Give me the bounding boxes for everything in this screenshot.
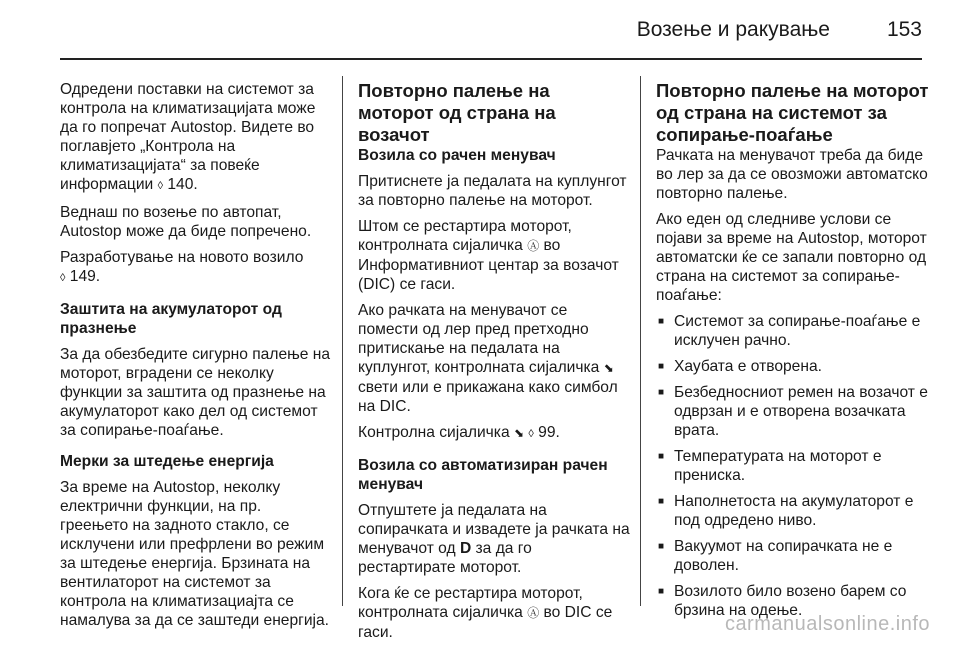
section-heading: Повторно палење на моторот од страна на системот за сопирање-поаѓање xyxy=(656,80,929,145)
page-title: Возење и ракување xyxy=(636,18,830,41)
page-reference-icon: ◊ xyxy=(528,428,534,440)
gear-position-label: D xyxy=(459,540,472,557)
page-reference-icon: ◊ xyxy=(157,180,164,192)
paragraph: Ако еден од следниве услови се појави за време на Autostop, моторот автоматски ќе се запали повторно од страна на системот за сопирање-поаѓање: xyxy=(656,211,927,304)
paragraph: За да обезбедите сигурно палење на моторот, вградени се неколку функции за заштита од празнење на акумулаторот како дел од системот за сопирање-поаѓање. xyxy=(60,346,331,439)
clutch-lamp-icon: ⬊ xyxy=(603,361,614,375)
list-item: ■ Хаубата е отворена. xyxy=(656,357,932,376)
paragraph: Кога ќе се рестартира моторот, контролната сијаличка Ⓐ во DIC се гаси. xyxy=(358,585,613,641)
list-item: ■ Температурата на моторот е прениска. xyxy=(656,447,932,485)
page-reference-link[interactable]: 99. xyxy=(538,424,560,441)
column-middle xyxy=(358,80,630,649)
paragraph: Одредени поставки на системот за контрола на климатизацијата може да го попречат Autostop. Видете во поглавјето „Контрола на климатизацијата“ за повеќе информации ◊ 140. xyxy=(60,81,316,193)
paragraph: Веднаш по возење по автопат, Autostop може да биде попречено. xyxy=(60,204,312,240)
page-number: 153 xyxy=(886,18,922,41)
paragraph: Штом се рестартира моторот, контролната сијаличка Ⓐ во Информативниот центар за возачот (DIC) се гаси. xyxy=(358,218,619,293)
paragraph: За време на Autostop, неколку електрични функции, на пр. греењето на задното стакло, се исклучени или префрлени во режим за штедење енергија. Брзината на вентилаторот на системот за контрола на климатизациајта се намалува за да се заштеди енергија. xyxy=(60,479,330,629)
column-divider xyxy=(640,76,641,606)
page-header xyxy=(60,0,922,58)
clutch-lamp-icon: ⬊ xyxy=(513,426,525,440)
page-reference-icon: ◊ xyxy=(60,272,66,284)
paragraph: Притиснете ја педалата на куплунгот за повторно палење на моторот. xyxy=(358,173,627,209)
subheading: Заштита на акумулаторот од празнење xyxy=(60,301,282,337)
list-item: ■ Системот за сопирање-поаѓање е исклучен рачно. xyxy=(656,312,932,350)
autostop-lamp-icon: Ⓐ xyxy=(527,606,540,620)
paragraph: Контролна сијаличка ⬊ ◊ 99. xyxy=(358,424,560,441)
page-reference-link[interactable]: 149. xyxy=(69,268,101,285)
paragraph: Отпуштете ја педалата на сопирачката и извадете ја рачката на менувачот од D за да го рестартирате моторот. xyxy=(358,502,630,576)
subheading: Возила со рачен менувач xyxy=(358,147,556,164)
page-reference-link[interactable]: 140. xyxy=(167,176,198,193)
column-left xyxy=(60,80,332,637)
autostop-lamp-icon: Ⓐ xyxy=(527,239,540,253)
subheading: Возила со автоматизиран рачен менувач xyxy=(358,457,608,493)
subheading: Мерки за штедење енергија xyxy=(60,453,274,470)
column-right xyxy=(656,80,932,627)
list-item: ■ Наполнетоста на акумулаторот е под одредено ниво. xyxy=(656,492,932,530)
condition-list xyxy=(656,312,932,620)
paragraph: Рачката на менувачот треба да биде во лер за да се овозможи автоматско повторно палење. xyxy=(656,147,928,202)
watermark: carmanualsonline.info xyxy=(724,613,930,635)
paragraph: Ако рачката на менувачот се помести од лер пред претходно притискање на педалата на куплунгот, контролната сијаличка ⬊ свети или е прикажана како симбол на DIC. xyxy=(358,302,618,415)
list-item: ■ Возилото било возено барем со брзина на одење. xyxy=(656,582,932,620)
list-item: ■ Безбедносниот ремен на возачот е одврзан и е отворена возачката врата. xyxy=(656,383,932,440)
column-divider xyxy=(342,76,343,606)
paragraph: Разработување на новото возило ◊ 149. xyxy=(60,249,304,285)
header-divider xyxy=(60,58,922,60)
list-item: ■ Вакуумот на сопирачката не е доволен. xyxy=(656,537,932,575)
section-heading: Повторно палење на моторот од страна на возачот xyxy=(358,80,556,145)
